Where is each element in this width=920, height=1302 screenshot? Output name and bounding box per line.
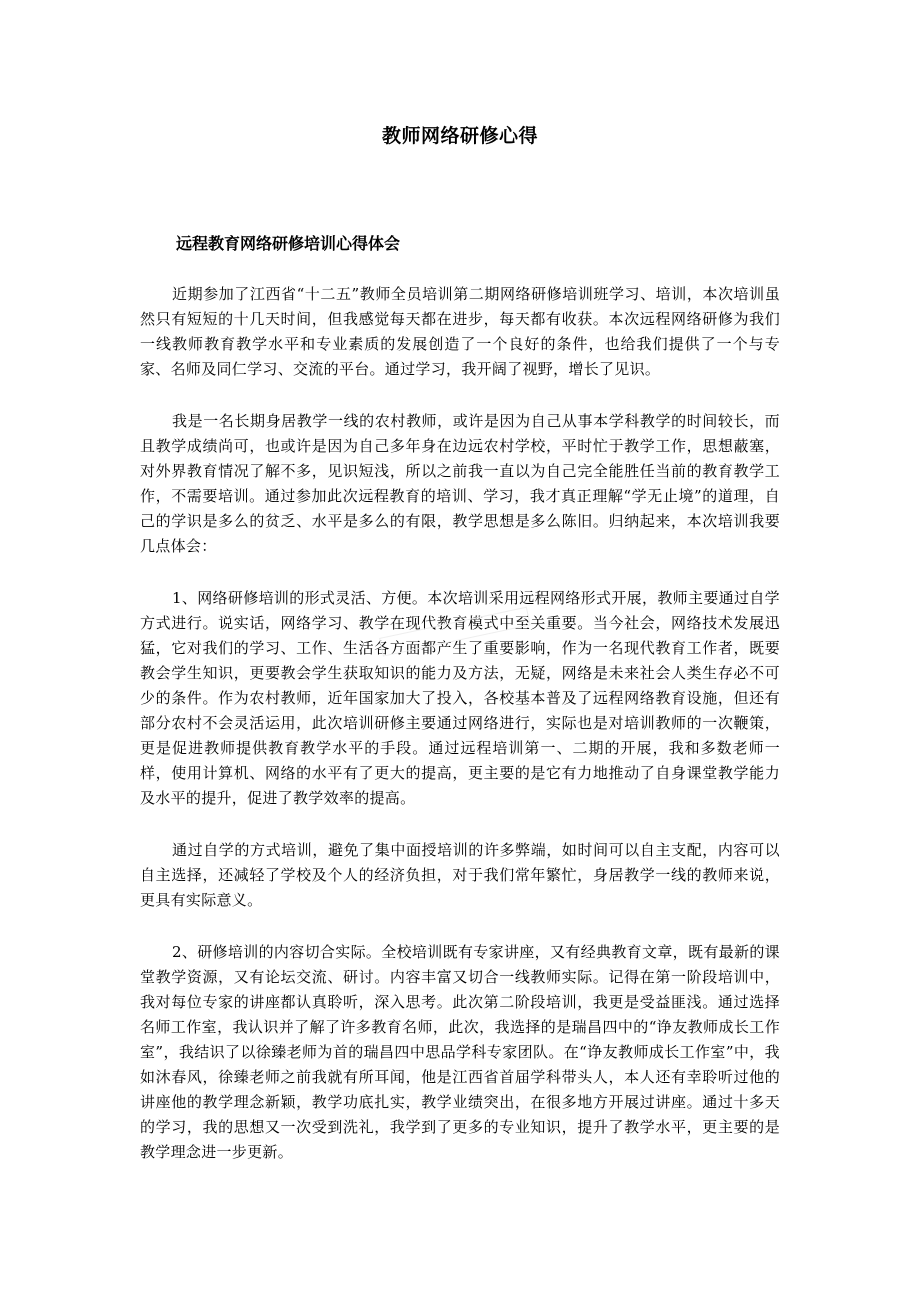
paragraph-3: 1、网络研修培训的形式灵活、方便。本次培训采用远程网络形式开展，教师主要通过自学方式进行。说实话，网络学习、教学在现代教育模式中至关重要。当今社会，网络技术发展迅猛，它对我们的学习、工作、生活各方面都产生了重要影响，作为一名现代教育工作者，既要教会学生知识，更要教会学生获取知识的能力及方法，无疑，网络是未来社会人类生存必不可少的条件。作为农村教师，近年国家加大了投入，各校基本普及了远程网络教育设施，但还有部分农村不会灵活运用，此次培训研修主要通过网络进行，实际也是对培训教师的一次鞭策，更是促进教师提供教育教学水平的手段。通过远程培训第一、二期的开展，我和多数老师一样，使用计算机、网络的水平有了更大的提高，更主要的是它有力地推动了自身课堂教学能力及水平的提升，促进了教学效率的提高。 xyxy=(140,589,780,807)
paragraph-2: 我是一名长期身居教学一线的农村教师，或许是因为自己从事本学科教学的时间较长，而且教学成绩尚可，也或许是因为自己多年身在边远农村学校，平时忙于教学工作，思想蔽塞，对外界教育情况了解不多，见识短浅，所以之前我一直以为自己完全能胜任当前的教育教学工作，不需要培训。通过参加此次远程教育的培训、学习，我才真正理解“学无止境”的道理，自己的学识是多么的贫乏、水平是多么的有限，教学思想是多么陈旧。归纳起来，本次培训我要几点体会： xyxy=(140,412,780,555)
paragraph-1: 近期参加了江西省“十二五”教师全员培训第二期网络研修培训班学习、培训，本次培训虽然只有短短的十几天时间，但我感觉每天都在进步，每天都有收获。本次远程网络研修为我们一线教师教育教学水平和专业素质的发展创造了一个良好的条件，也给我们提供了一个与专家、名师及同仁学习、交流的平台。通过学习，我开阔了视野，增长了见识。 xyxy=(140,285,780,378)
paragraph-5: 2、研修培训的内容切合实际。全校培训既有专家讲座，又有经典教育文章，既有最新的课堂教学资源，又有论坛交流、研讨。内容丰富又切合一线教师实际。记得在第一阶段培训中，我对每位专家的讲座都认真聆听，深入思考。此次第二阶段培训，我更是受益匪浅。通过选择名师工作室，我认识并了解了许多教育名师，此次，我选择的是瑞昌四中的“诤友教师成长工作室”，我结识了以徐臻老师为首的瑞昌四中思品学科专家团队。在“诤友教师成长工作室”中，我如沐春风，徐臻老师之前我就有所耳闻，他是江西省首届学科带头人，本人还有幸聆听过他的讲座他的教学理念新颖，教学功底扎实，教学业绩突出，在很多地方开展过讲座。通过十多天的学习，我的思想又一次受到洗礼，我学到了更多的专业知识，提升了教学水平，更主要的是教学理念进一步更新。 xyxy=(140,943,780,1161)
paragraph-4: 通过自学的方式培训，避免了集中面授培训的许多弊端，如时间可以自主支配，内容可以自主选择，还减轻了学校及个人的经济负担，对于我们常年繁忙，身居教学一线的教师来说，更具有实际意义。 xyxy=(140,841,780,909)
document-body xyxy=(140,282,780,1192)
document-title: 教师网络研修心得 xyxy=(381,125,538,147)
document-subtitle: 远程教育网络研修培训心得体会 xyxy=(176,234,401,253)
